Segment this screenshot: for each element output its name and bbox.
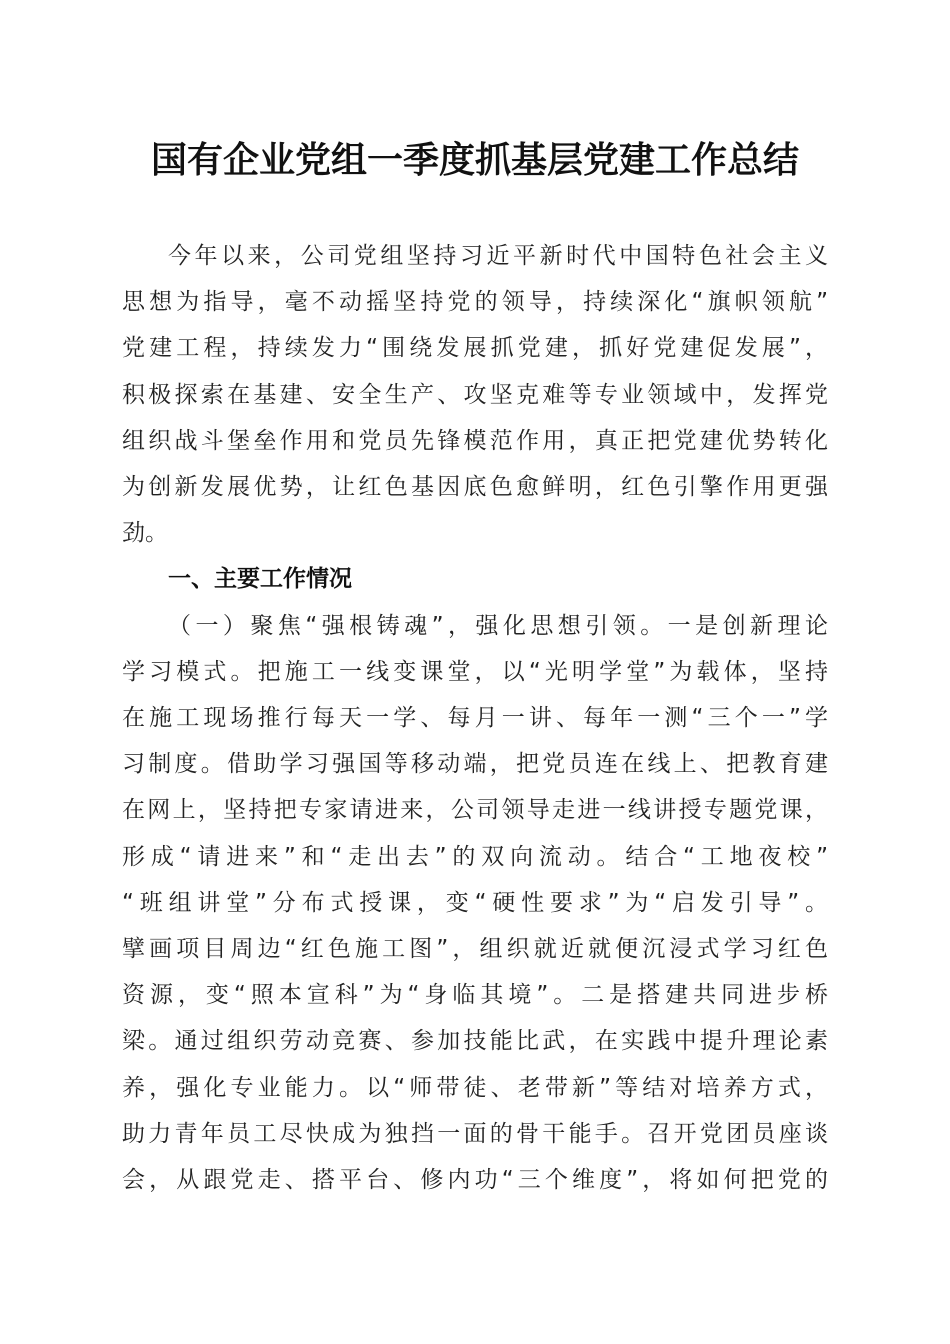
intro-paragraph-line: 组织战斗堡垒作用和党员先锋模范作用，真正把党建优势转化 — [122, 427, 828, 454]
body-paragraph-line: 擘画项目周边“红色施工图”，组织就近就便沉浸式学习红色 — [122, 936, 828, 962]
body-paragraph-line: 习制度。借助学习强国等移动端，把党员连在线上、把教育建 — [122, 751, 828, 778]
body-paragraph-line: 在施工现场推行每天一学、每月一讲、每年一测“三个一”学 — [122, 705, 828, 731]
body-paragraph-line: 在网上，坚持把专家请进来，公司领导走进一线讲授专题党课， — [122, 797, 828, 824]
body-paragraph-line: 梁。通过组织劳动竞赛、参加技能比武，在实践中提升理论素 — [122, 1028, 828, 1055]
intro-paragraph-line: 劲。 — [122, 520, 168, 547]
intro-paragraph-line: 为创新发展优势，让红色基因底色愈鲜明，红色引擎作用更强 — [122, 474, 828, 500]
intro-paragraph-line: 思想为指导，毫不动摇坚持党的领导，持续深化“旗帜领航” — [122, 289, 828, 316]
document-title: 国有企业党组一季度抓基层党建工作总结 — [150, 139, 799, 181]
body-paragraph-line: “班组讲堂”分布式授课，变“硬性要求”为“启发引导”。 — [122, 889, 828, 916]
body-paragraph-line: 助力青年员工尽快成为独挡一面的骨干能手。召开党团员座谈 — [122, 1120, 828, 1147]
body-paragraph-line: 形成“请进来”和“走出去”的双向流动。结合“工地夜校” — [122, 843, 828, 870]
body-paragraph-line: 会，从跟党走、搭平台、修内功“三个维度”，将如何把党的 — [122, 1167, 828, 1193]
intro-paragraph-line: 今年以来，公司党组坚持习近平新时代中国特色社会主义 — [168, 243, 828, 269]
body-paragraph-line: 资源，变“照本宣科”为“身临其境”。二是搭建共同进步桥 — [122, 982, 828, 1009]
intro-paragraph-line: 党建工程，持续发力“围绕发展抓党建，抓好党建促发展”， — [122, 335, 828, 362]
body-paragraph-line: （一）聚焦“强根铸魂”，强化思想引领。一是创新理论 — [168, 612, 828, 639]
body-paragraph-line: 学习模式。把施工一线变课堂，以“光明学堂”为载体，坚持 — [122, 658, 828, 685]
body-paragraph-line: 养，强化专业能力。以“师带徒、老带新”等结对培养方式， — [122, 1074, 828, 1101]
intro-paragraph-line: 积极探索在基建、安全生产、攻坚克难等专业领域中，发挥党 — [122, 381, 828, 408]
section-heading: 一、主要工作情况 — [168, 566, 352, 593]
